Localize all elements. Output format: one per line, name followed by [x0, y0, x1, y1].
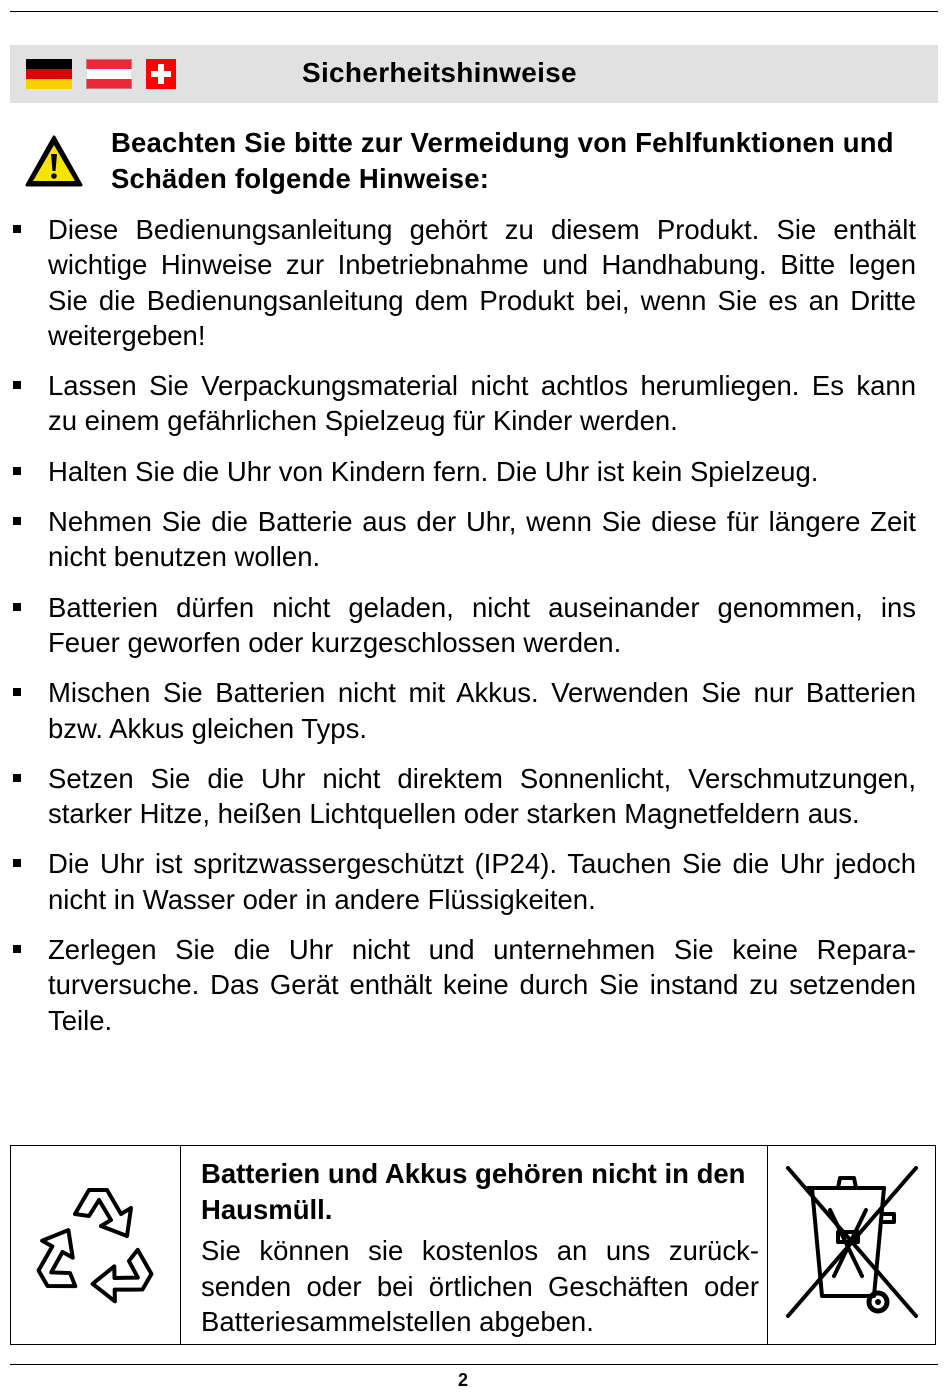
list-item [0, 761, 950, 832]
list-item [0, 932, 950, 1038]
safety-list [0, 212, 950, 1038]
bullet-icon [13, 859, 21, 867]
bin-cell [767, 1146, 935, 1344]
page-title: Sicherheitshinweise [302, 57, 577, 88]
page-number: 2 [457, 1370, 468, 1390]
list-item [0, 675, 950, 746]
recycle-icon [23, 1174, 169, 1320]
battery-heading: Batterien und Akkus gehören nicht in den Hausmüll. [201, 1158, 746, 1225]
list-item-text: Batterien dürfen nicht geladen, nicht auseinander genommen, ins Feuer geworfen oder kurzgeschlossen werden. [48, 591, 916, 658]
list-item-text: Mischen Sie Batterien nicht mit Akkus. Verwenden Sie nur Batterien bzw. Akkus gleichen Typs. [48, 677, 916, 744]
recycle-cell [11, 1146, 181, 1344]
battery-disposal-box [10, 1145, 936, 1345]
list-item-text: Setzen Sie die Uhr nicht direktem Sonnenlicht, Verschmutzungen, starker Hitze, heißen Lichtquellen oder starken Magnetfeldern aus. [48, 762, 916, 830]
warning-heading: Beachten Sie bitte zur Vermeidung von Fehlfunktionen und Schäden folgende Hinweise: [111, 127, 894, 194]
top-rule [10, 11, 938, 12]
list-item [0, 504, 950, 575]
list-item [0, 454, 950, 489]
title-bar [10, 45, 938, 103]
crossed-out-bin-icon [782, 1164, 922, 1324]
battery-text: Sie können sie kostenlos an uns zurücksenden oder bei örtlichen Geschäften oder Batteriesammelstellen abgeben. [201, 1235, 759, 1337]
list-item-text: Diese Bedienungsanleitung gehört zu diesem Produkt. Sie enthält wichtige Hinweise zur Inbetriebnahme und Handhabung. Bitte legen Sie die Bedienungsanleitung dem Produkt bei, wenn Sie es an Dritte weitergeben! [48, 214, 916, 351]
germany-flag-icon [26, 59, 72, 89]
switzerland-flag-icon [146, 59, 176, 89]
bullet-icon [13, 225, 21, 233]
bullet-icon [13, 945, 21, 953]
list-item [0, 368, 950, 439]
austria-flag-icon [86, 59, 132, 89]
bullet-icon [13, 517, 21, 525]
bullet-icon [13, 774, 21, 782]
list-item-text: Die Uhr ist spritzwassergeschützt (IP24). Tauchen Sie die Uhr jedoch nicht in Wasser oder in andere Flüssigkeiten. [48, 848, 916, 915]
bullet-icon [13, 467, 21, 475]
bullet-icon [13, 688, 21, 696]
warning-triangle-icon [24, 134, 84, 188]
list-item [0, 846, 950, 917]
bullet-icon [13, 603, 21, 611]
list-item-text: Halten Sie die Uhr von Kindern fern. Die Uhr ist kein Spielzeug. [48, 455, 819, 487]
list-item-text: Lassen Sie Verpackungsmaterial nicht achtlos herumliegen. Es kann zu einem gefährlichen Spielzeug für Kinder werden. [48, 370, 916, 437]
list-item [0, 590, 950, 661]
list-item [0, 212, 950, 353]
list-item-text: Zerlegen Sie die Uhr nicht und unternehmen Sie keine Reparaturversuche. Das Gerät enthält keine durch Sie instand zu setzenden Teile. [48, 934, 916, 1036]
bullet-icon [13, 381, 21, 389]
battery-text-block [201, 1156, 759, 1340]
bottom-rule [10, 1364, 938, 1365]
list-item-text: Nehmen Sie die Batterie aus der Uhr, wenn Sie diese für längere Zeit nicht benutzen wollen. [48, 506, 916, 573]
